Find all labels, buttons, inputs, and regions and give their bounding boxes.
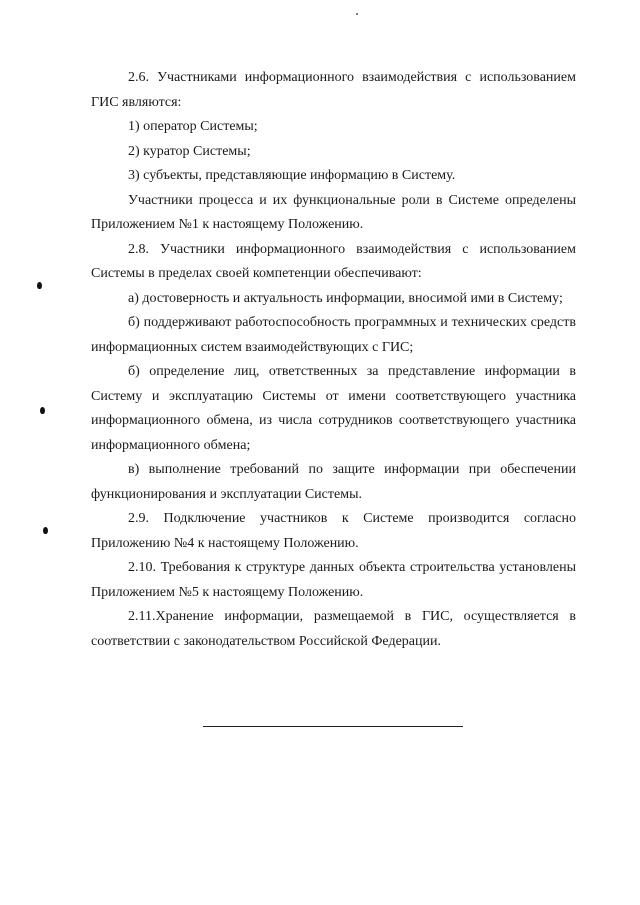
scan-speck: [356, 13, 358, 15]
document-body: [91, 66, 576, 654]
paragraph-2-10: 2.10. Требования к структуре данных объекта строительства установлены Приложением №5 к настоящему Положению.: [91, 560, 576, 600]
paragraph-2-8: 2.8. Участники информационного взаимодействия с использованием Системы в пределах своей компетенции обеспечивают:: [91, 241, 576, 281]
binder-hole-mark: [43, 527, 48, 534]
list-item-operator: 1) оператор Системы;: [128, 119, 258, 134]
list-item-v: в) выполнение требований по защите информации при обеспечении функционирования и эксплуатации Системы.: [91, 462, 576, 502]
list-item-b-support: б) поддерживают работоспособность программных и технических средств информационных систем взаимодействующих с ГИС;: [91, 315, 576, 355]
end-of-document-rule: [203, 726, 463, 727]
paragraph-2-6: 2.6. Участниками информационного взаимодействия с использованием ГИС являются:: [91, 70, 576, 110]
list-item-subjects: 3) субъекты, представляющие информацию в Систему.: [128, 168, 456, 183]
list-item-a: а) достоверность и актуальность информации, вносимой ими в Систему;: [128, 290, 563, 306]
paragraph-participants-roles: Участники процесса и их функциональные роли в Системе определены Приложением №1 к настоящему Положению.: [91, 192, 576, 232]
binder-hole-mark: [40, 407, 45, 414]
list-item-curator: 2) куратор Системы;: [128, 143, 251, 159]
binder-hole-mark: [37, 282, 42, 289]
paragraph-2-11: 2.11.Хранение информации, размещаемой в ГИС, осуществляется в соответствии с законодательством Российской Федерации.: [91, 609, 576, 649]
paragraph-2-9: 2.9. Подключение участников к Системе производится согласно Приложению №4 к настоящему Положению.: [91, 511, 576, 551]
list-item-b-responsible: б) определение лиц, ответственных за представление информации в Систему и эксплуатацию Системы от имени соответствующего участника информационного обмена, из числа сотрудников соответствующего участника информационного обмена;: [91, 364, 576, 453]
